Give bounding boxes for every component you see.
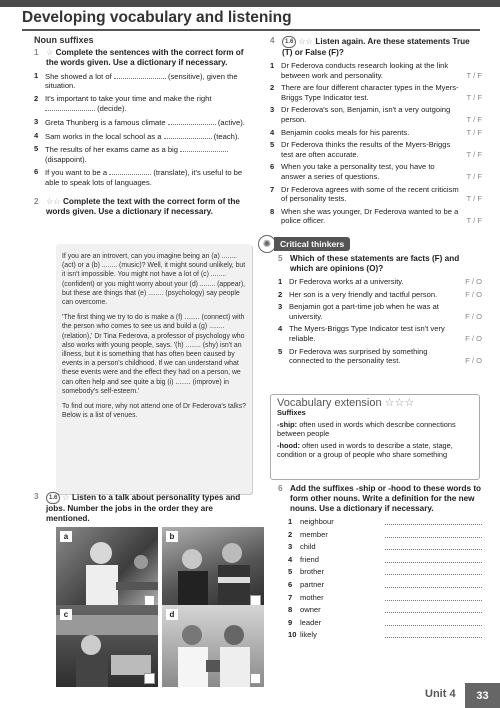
photo-lab: [162, 605, 264, 687]
star-rating: ☆☆☆: [384, 397, 415, 409]
true-false-choice[interactable]: T / F: [466, 92, 482, 102]
answer-blank[interactable]: [180, 144, 228, 152]
instruction: Listen to a talk about personality types and jobs. Number the jobs in the order they are mentioned.: [46, 493, 241, 523]
exercise-number: 6: [278, 484, 283, 493]
list-item: 4 Sam works in the local school as a (teach).: [34, 130, 240, 141]
list-item: 2 It's important to take your time and make the right (decide).: [34, 93, 212, 114]
true-false-choice[interactable]: T / F: [466, 216, 482, 226]
true-false-choice[interactable]: T / F: [466, 70, 482, 80]
star-rating: ☆: [46, 47, 54, 57]
photo-office: [56, 605, 158, 687]
base-word: leader: [300, 617, 322, 627]
exercise-6-heading: [278, 484, 482, 514]
list-item: [288, 517, 482, 527]
answer-box[interactable]: [144, 673, 155, 684]
critical-thinkers-banner: [258, 235, 350, 253]
exercise-4: [270, 36, 482, 226]
list-item: 3 Dr Federova's son, Benjamin, isn't a very outgoing person. T / F: [270, 105, 482, 124]
photo-police: [162, 527, 264, 609]
item-number: 8: [288, 605, 293, 615]
fact-opinion-choice[interactable]: F / O: [465, 289, 482, 299]
photo-label: b: [166, 531, 178, 542]
exercise-number: 5: [278, 254, 283, 263]
instruction: Listen again. Are these statements True (T) or False (F)?: [282, 37, 470, 57]
answer-line[interactable]: [385, 567, 482, 575]
vocab-subheading: Suffixes: [277, 408, 306, 418]
exercise-6: [278, 484, 482, 640]
photo-chef: [56, 527, 158, 609]
item-number: 2: [288, 529, 293, 539]
hood-definition: -hood: often used in words to describe a state, stage, condition or a group of people who share something: [277, 440, 453, 460]
true-false-choice[interactable]: T / F: [466, 127, 482, 137]
list-item: [288, 567, 482, 577]
answer-line[interactable]: [385, 517, 482, 525]
answer-blank[interactable]: [45, 103, 95, 111]
list-item: 8 When she was younger, Dr Federova wanted to be a police officer. T / F: [270, 206, 482, 226]
list-item: 5 The results of her exams came as a big (disappoint).: [34, 144, 249, 164]
true-false-choice[interactable]: T / F: [466, 171, 482, 181]
item-number: 6: [288, 579, 293, 589]
base-word: partner: [300, 579, 325, 589]
true-false-choice[interactable]: T / F: [466, 114, 482, 124]
star-rating: ☆: [62, 493, 70, 503]
star-rating: ☆☆: [46, 196, 61, 206]
base-word: brother: [300, 567, 325, 577]
audio-icon[interactable]: 1.6: [46, 492, 60, 504]
exercise-6-list: [288, 517, 482, 640]
top-bar: [0, 0, 500, 7]
exercise-number: 4: [270, 36, 275, 45]
paragraph: 'The first thing we try to do is make a (f) ........ (connect) with the person who comes to see us and build a (g) ........ (relation),' Dr Tina Federova, a professor of psychology who also works with young people, says. '(h) ........ (shy) isn't an illness, but it is something that has often been caused by events in a person's childhood. If we can understand what these events were and the effect they had on a person, we can often help and see quite a big (i) ........ (improve) in somebody's self-esteem.': [62, 314, 245, 395]
answer-blank[interactable]: [164, 131, 212, 139]
base-word: child: [300, 542, 316, 552]
base-word: mother: [300, 592, 324, 602]
photo-label: d: [166, 609, 178, 620]
exercise-number: 1: [34, 47, 39, 57]
list-item: 6 If you want to be a (translate), it's useful to be able to speak lots of languages.: [34, 167, 243, 187]
answer-box[interactable]: [250, 673, 261, 684]
list-item: [288, 580, 482, 590]
answer-line[interactable]: [385, 555, 482, 563]
list-item: 5 Dr Federova was surprised by something connected to the personality test. F / O: [278, 346, 482, 366]
answer-line[interactable]: [385, 618, 482, 626]
list-item: 1 She showed a lot of (sensitive), given the situation.: [34, 70, 238, 91]
exercise-4-heading: [270, 36, 482, 58]
list-item: 1 Dr Federova conducts research looking at the link between work and personality. T / F: [270, 61, 482, 80]
list-item: [288, 530, 482, 540]
list-item: 5 Dr Federova thinks the results of the Myers-Briggs test are often accurate. T / F: [270, 140, 482, 159]
list-item: 3 Benjamin got a part-time job when he was at university. F / O: [278, 302, 482, 321]
vocab-title: Vocabulary extension ☆☆☆: [277, 399, 418, 408]
list-item: [288, 593, 482, 603]
fact-opinion-choice[interactable]: F / O: [465, 277, 482, 286]
base-word: likely: [300, 630, 317, 640]
instruction: Complete the sentences with the correct form of the words given. Use a dictionary if necessary.: [46, 47, 244, 67]
section-heading: Noun suffixes: [34, 35, 94, 45]
list-item: 7 Dr Federova agrees with some of the recent criticism of personality tests. T / F: [270, 184, 482, 204]
true-false-choice[interactable]: T / F: [466, 194, 482, 204]
list-item: 3 Greta Thunberg is a famous climate (active).: [34, 116, 245, 127]
exercise-3-heading: [34, 492, 249, 524]
exercise-number: 3: [34, 492, 39, 501]
item-number: 10: [288, 630, 297, 640]
paragraph: To find out more, why not attend one of Dr Federova's talks? Below is a list of venues.: [62, 403, 247, 420]
item-number: 3: [288, 542, 293, 552]
exercise-1-heading: [34, 48, 249, 68]
list-item: 6 When you take a personality test, you have to answer a series of questions. T / F: [270, 162, 482, 181]
answer-line[interactable]: [385, 580, 482, 588]
answer-blank[interactable]: [109, 167, 151, 175]
instruction: Add the suffixes -ship or -hood to these words to form other nouns. Write a definition for the new nouns. Use a dictionary if necessary.: [290, 484, 482, 513]
item-number: 5: [288, 567, 293, 577]
exercise-2-heading: [34, 197, 249, 217]
exercise-5-list: [278, 277, 482, 366]
list-item: 4 The Myers-Briggs Type Indicator test isn't very reliable. F / O: [278, 324, 482, 343]
fact-opinion-choice[interactable]: F / O: [465, 333, 482, 343]
exercise-5: [278, 254, 482, 366]
exercise-1-list: [34, 71, 249, 188]
true-false-choice[interactable]: T / F: [466, 149, 482, 159]
answer-line[interactable]: [385, 630, 482, 638]
photo-label: c: [60, 609, 72, 620]
instruction: Complete the text with the correct form of the words given. Use a dictionary if necessary.: [46, 196, 240, 216]
fact-opinion-choice[interactable]: F / O: [465, 356, 482, 366]
item-number: 4: [288, 554, 293, 564]
exercise-3: [34, 492, 249, 524]
answer-line[interactable]: [385, 605, 482, 613]
exercise-number: 2: [34, 196, 39, 206]
critical-thinkers-label: Critical thinkers: [274, 237, 350, 251]
page-number: 33: [465, 683, 500, 708]
exercise-4-list: [270, 61, 482, 226]
base-word: neighbour: [300, 517, 334, 526]
base-word: member: [300, 529, 328, 539]
exercise-5-heading: [278, 254, 482, 274]
list-item: [288, 555, 482, 565]
lightbulb-icon: ✺: [258, 235, 276, 253]
vocabulary-extension-box: [270, 394, 480, 480]
exercise-1: [34, 36, 249, 217]
page-title: Developing vocabulary and listening: [22, 9, 292, 26]
fact-opinion-choice[interactable]: F / O: [465, 311, 482, 321]
base-word: owner: [300, 605, 321, 615]
list-item: [288, 542, 482, 552]
list-item: 2 Her son is a very friendly and tactful person. F / O: [278, 289, 482, 299]
answer-blank[interactable]: [114, 71, 166, 79]
ship-definition: -ship: often used in words which describe connections between people: [277, 419, 456, 439]
title-rule: [22, 29, 480, 31]
photo-label: a: [60, 531, 72, 542]
paragraph: If you are an introvert, can you imagine being an (a) ........ (act) or a (b) ........ (music)? Well, it might sound unlikely, but it isn't impossible. You might not have a lot of (c) ........ (confident) or you might worry about your (d) ........ (appear), but these are things that (e) ........ (psychology) say people can overcome.: [62, 253, 246, 307]
item-number: 1: [288, 517, 293, 526]
list-item: 2 There are four different character types in the Myers-Briggs Type Indicator test. T / F: [270, 83, 482, 102]
answer-blank[interactable]: [168, 117, 216, 125]
list-item: 4 Benjamin cooks meals for his parents. T / F: [270, 127, 482, 137]
item-number: 9: [288, 617, 293, 627]
reading-text-box: [56, 244, 252, 494]
answer-line[interactable]: [385, 593, 482, 601]
star-rating: ☆☆: [298, 37, 314, 47]
answer-line[interactable]: [385, 542, 482, 550]
answer-line[interactable]: [385, 530, 482, 538]
list-item: [288, 605, 482, 615]
audio-icon[interactable]: 1.6: [282, 36, 296, 48]
item-number: 7: [288, 592, 293, 602]
list-item: [288, 618, 482, 628]
base-word: friend: [300, 554, 319, 564]
list-item: [288, 630, 482, 640]
instruction: Which of these statements are facts (F) and which are opinions (O)?: [290, 254, 460, 273]
list-item: 1 Dr Federova works at a university. F / O: [278, 277, 482, 286]
unit-label: Unit 4: [425, 688, 456, 700]
